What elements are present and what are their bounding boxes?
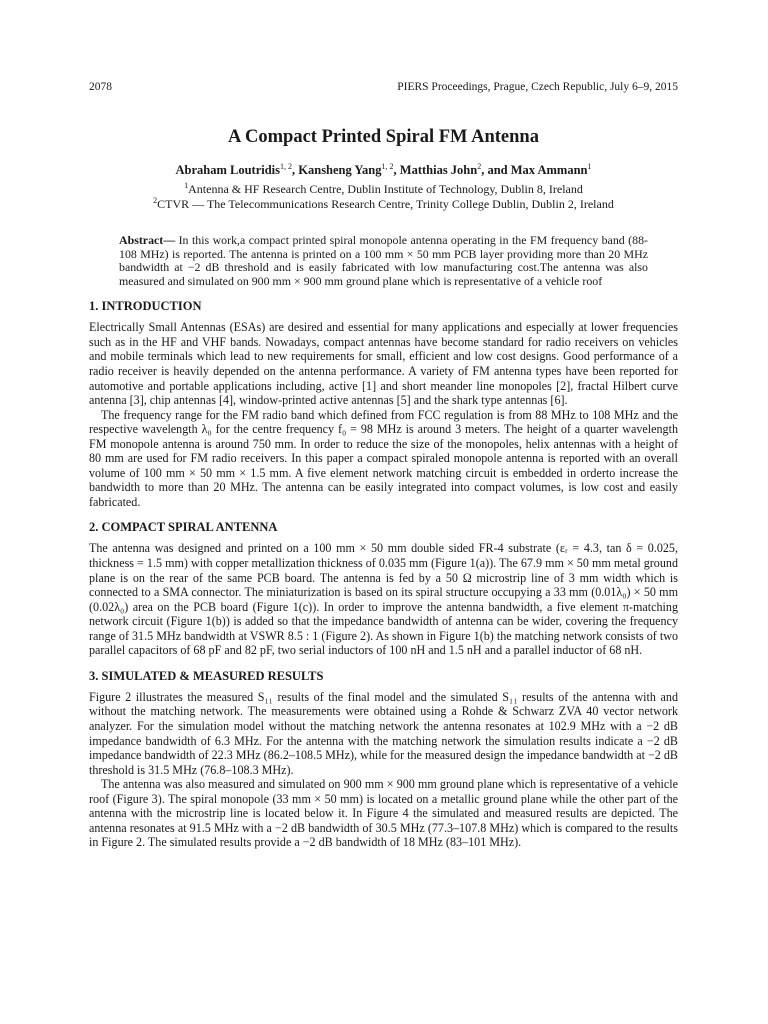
section-heading: 2. COMPACT SPIRAL ANTENNA	[89, 520, 278, 535]
author: Matthias John$^2$, and	[399, 162, 511, 177]
paper-title: A Compact Printed Spiral FM Antenna	[228, 127, 539, 147]
paragraph: Figure 2 illustrates the measured S₁₁ results of the final model and the simulated S₁₁ results of the antenna with and without the matching network. The measurements were obtained using a Rohde & Schwarz ZVA 40 vector network analyzer. For the simulation model without the matching network the antenna resonates at 102.9 MHz with a −2 dB impedance bandwidth of 6.3 MHz. For the antenna with the matching network the simulation results indicate a −2 dB impedance bandwidth of 22.3 MHz (86.2–108.5 MHz), while for the measured design the impedance bandwidth at −2 dB threshold is 31.5 MHz (76.8–108.3 MHz).	[89, 689, 678, 777]
affiliation: $^1$Antenna & HF Research Centre, Dublin Institute of Technology, Dublin 8, Ireland	[184, 181, 583, 196]
paragraph: The frequency range for the FM radio band which defined from FCC regulation is from 88 MHz to 108 MHz and the respective wavelength λ₀ for the centre frequency f₀ = 98 MHz is around 3 meters. The height of a quarter wavelength FM monopole antenna is around 750 mm. In order to reduce the size of the monopoles, helix antennas with a height of 80 mm are used for FM radio receivers. In this paper a compact spiraled monopole antenna is reported with an overall volume of 100 mm × 50 mm × 1.5 mm. A five element network matching circuit is embedded in orderto increase the bandwidth to more than 20 MHz. The antenna can be easily integrated into compact volumes, is low cost and easily fabricated.	[89, 407, 678, 509]
paper-page	[89, 80, 678, 850]
author: Max Ammann$^1$	[510, 162, 592, 177]
section-heading: 3. SIMULATED & MEASURED RESULTS	[89, 668, 324, 683]
running-header	[89, 80, 678, 94]
paragraph: Electrically Small Antennas (ESAs) are desired and essential for many applications and especially at lower frequencies such as in the HF and VHF bands. Nowadays, compact antennas have become standard for radio receivers on vehicles and mobile terminals which lead to new requirements for small, efficient and low cost designs. Good performance of a radio receiver is heavily depended on the antenna performance. A variety of FM antenna types have been reported for automotive and portable applications including, active [1] and short meander line monopoles [2], fractal Hilbert curve antenna [3], chip antennas [4], window-printed active antennas [5] and the shark type antennas [6].	[89, 320, 678, 408]
abstract-label: Abstract—	[119, 233, 176, 247]
affiliation: $^2$CTVR — The Telecommunications Research Centre, Trinity College Dublin, Dublin 2, Ireland	[153, 196, 614, 211]
author: Kansheng Yang$^{1, 2}$,	[298, 162, 400, 177]
paragraph: The antenna was also measured and simulated on 900 mm × 900 mm ground plane which is representative of a vehicle roof (Figure 3). The spiral monopole (33 mm × 50 mm) is located on a metallic ground plane while the other part of the antenna with the microstrip line is located below it. In Figure 4 the simulated and measured results are depicted. The antenna resonates at 91.5 MHz with a −2 dB bandwidth of 30.5 MHz (77.3–107.8 MHz) which is compared to the results in Figure 2. The simulated results provide a −2 dB bandwidth of 18 MHz (83–101 MHz).	[89, 777, 678, 850]
abstract-text: In this work,a compact printed spiral monopole antenna operating in the FM frequency band (88-108 MHz) is reported. The antenna is printed on a 100 mm × 50 mm PCB layer providing more than 20 MHz bandwidth at −2 dB threshold and is easily fabricated with low manufacturing cost.The antenna was also measured and simulated on 900 mm × 900 mm ground plane which is representative of a vehicle roof	[119, 233, 648, 288]
proceedings-citation: PIERS Proceedings, Prague, Czech Republic, July 6–9, 2015	[397, 81, 678, 93]
section-heading: 1. INTRODUCTION	[89, 299, 202, 314]
author-list	[89, 162, 678, 178]
abstract	[119, 234, 648, 288]
page-number: 2078	[89, 81, 112, 93]
section-results	[89, 668, 678, 850]
paragraph: The antenna was designed and printed on a 100 mm × 50 mm double sided FR-4 substrate (εᵣ = 4.3, tan δ = 0.025, thickness = 1.5 mm) with copper metallization thickness of 0.035 mm (Figure 1(a)). The 67.9 mm × 50 mm metal ground plane is on the rear of the same PCB board. The antenna is fed by a 50 Ω microstrip line of 3 mm width which is connected to a SMA connector. The miniaturization is based on its spiral structure occupying a 33 mm (0.01λ₀) × 50 mm (0.02λ₀) area on the PCB board (Figure 1(c)). In order to improve the antenna bandwidth, a five element π-matching network circuit (Figure 1(b)) is added so that the impedance bandwidth of antenna can be wider, covering the frequency range of 31.5 MHz bandwidth at VSWR 8.5 : 1 (Figure 2). As shown in Figure 1(b) the matching network consists of two parallel capacitors of 68 pF and 82 pF, two serial inductors of 100 nH and 1.5 nH and a parallel inductor of 68 nH.	[89, 541, 678, 658]
section-compact-spiral-antenna	[89, 519, 678, 657]
author: Abraham Loutridis$^{1, 2}$,	[175, 162, 299, 177]
section-introduction	[89, 298, 678, 509]
